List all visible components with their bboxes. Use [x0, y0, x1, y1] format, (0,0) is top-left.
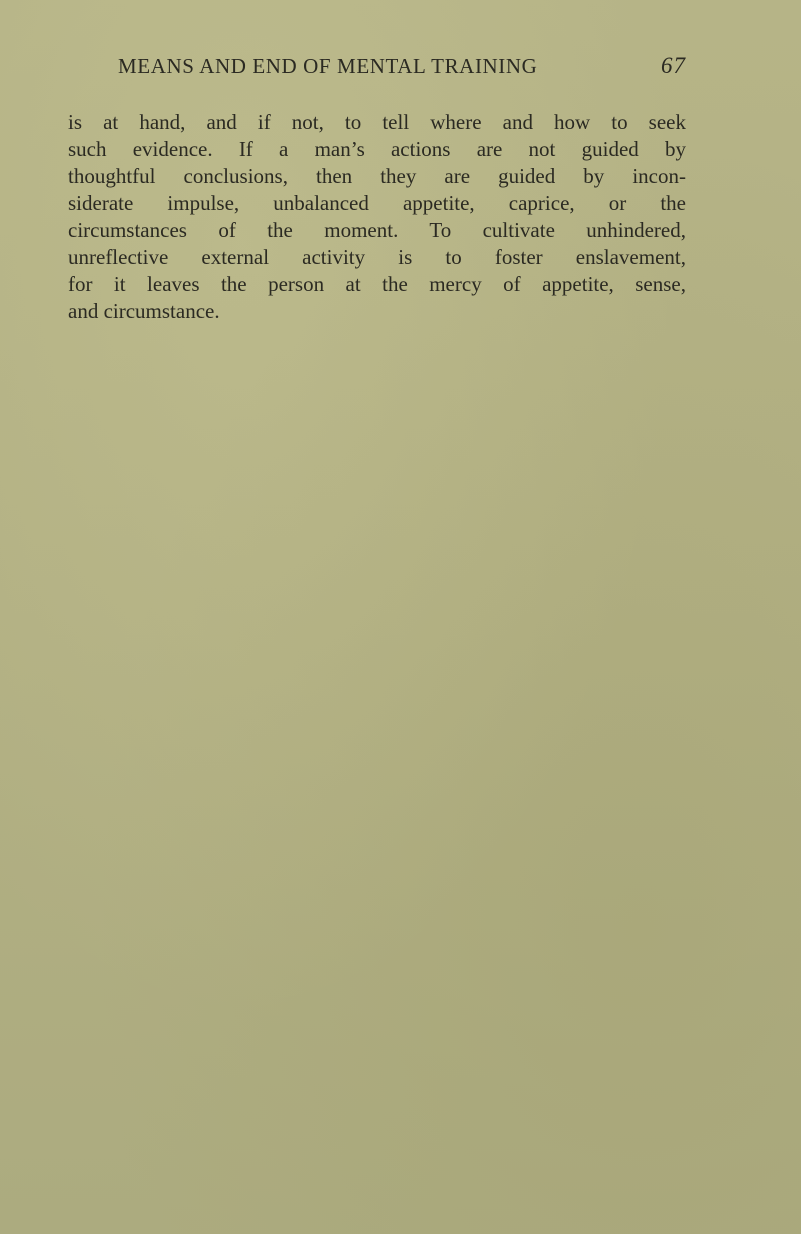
text-line: such evidence. If a man’s actions are not guided by	[68, 137, 686, 161]
text-line: unreflective external activity is to foster enslavement,	[68, 245, 686, 269]
text-line: circumstances of the moment. To cultivate unhindered,	[68, 218, 686, 242]
page-number: 67	[661, 53, 686, 78]
running-head	[118, 51, 686, 81]
text-line: and circumstance.	[68, 299, 220, 323]
text-line: siderate impulse, unbalanced appetite, caprice, or the	[68, 191, 686, 215]
text-line: is at hand, and if not, to tell where and how to seek	[68, 110, 686, 134]
text-line: for it leaves the person at the mercy of appetite, sense,	[68, 272, 686, 296]
text-line: thoughtful conclusions, then they are guided by incon-	[68, 164, 686, 188]
body-paragraph	[68, 109, 686, 325]
running-title: MEANS AND END OF MENTAL TRAINING	[118, 54, 538, 78]
